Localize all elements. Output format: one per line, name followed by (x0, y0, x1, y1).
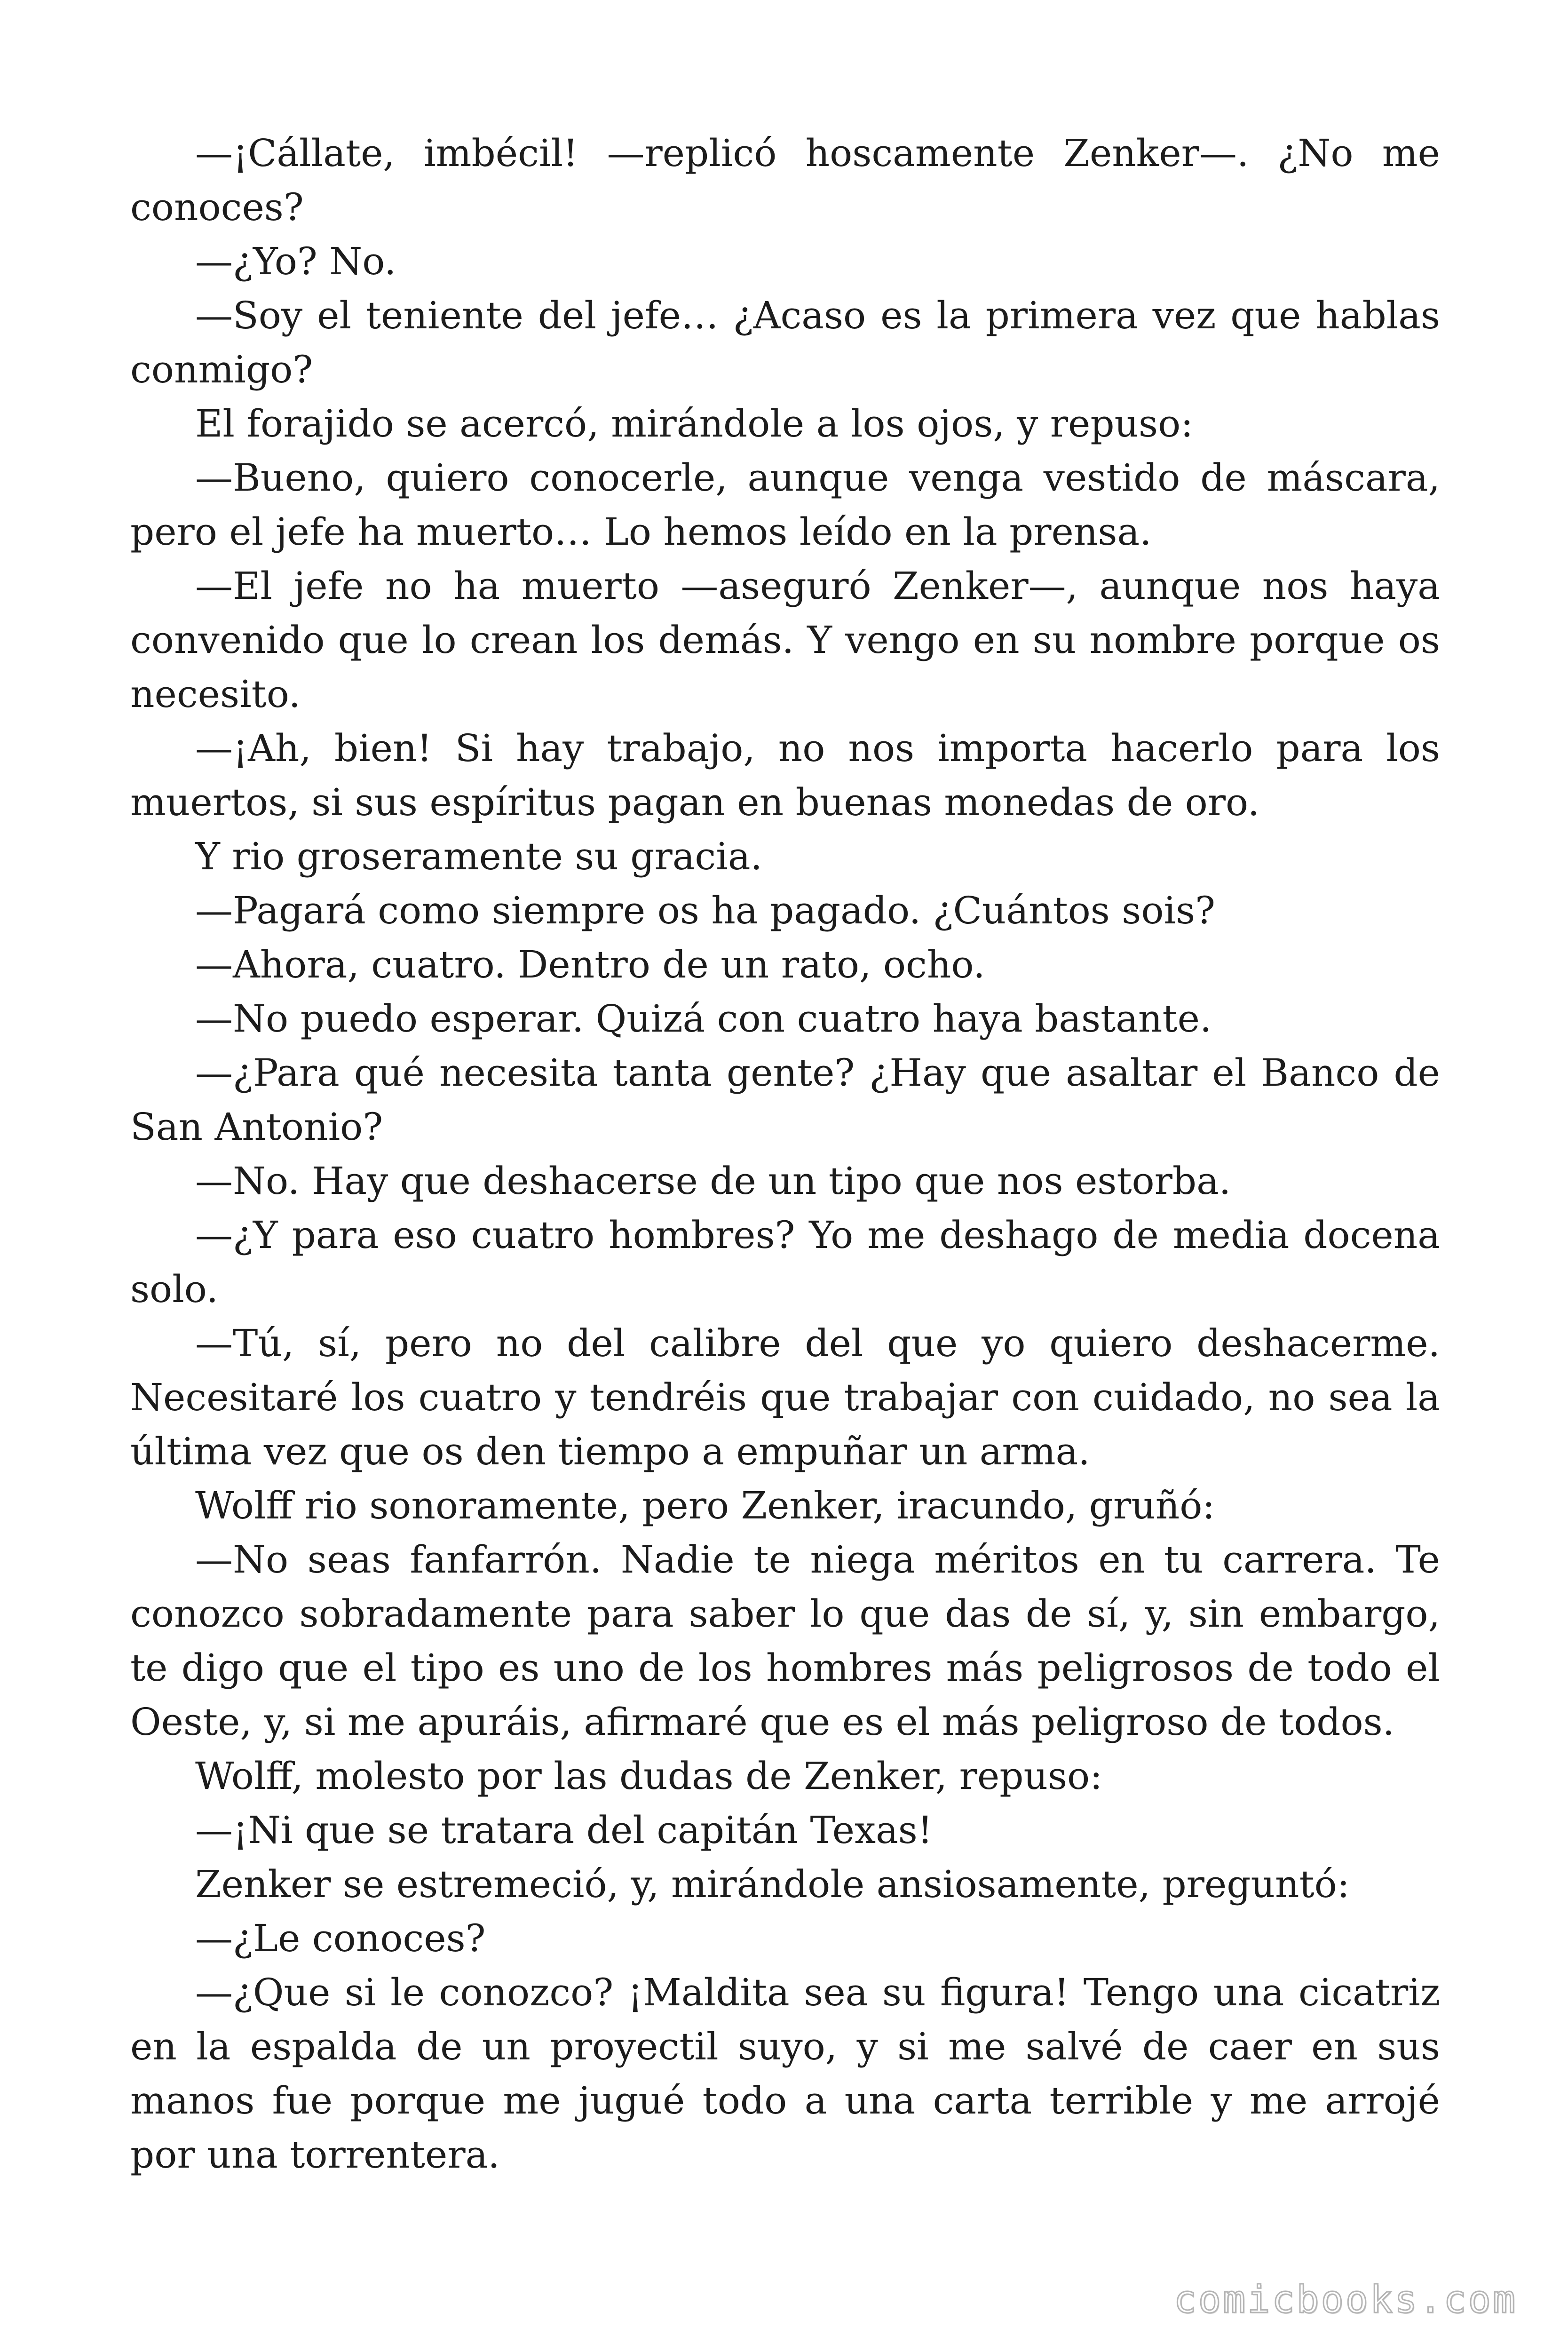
paragraph: —Ahora, cuatro. Dentro de un rato, ocho. (195, 943, 985, 986)
paragraph: —¿Que si le conozco? ¡Maldita sea su figura! Tengo una cicatriz en la espalda de un proyectil suyo, y si me salvé de caer en sus manos fue porque me jugué todo a una carta terrible y me arrojé por una torrentera. (130, 1971, 1440, 2177)
page-body-text (130, 126, 1440, 2182)
paragraph: —Tú, sí, pero no del calibre del que yo quiero deshacerme. Necesitaré los cuatro y tendréis que trabajar con cuidado, no sea la última vez que os den tiempo a empuñar un arma. (130, 1321, 1440, 1473)
paragraph: El forajido se acercó, mirándole a los ojos, y repuso: (195, 402, 1194, 445)
paragraph: —No. Hay que deshacerse de un tipo que nos estorba. (195, 1159, 1231, 1203)
paragraph: —Pagará como siempre os ha pagado. ¿Cuántos sois? (195, 889, 1216, 932)
watermark: comicbooks.com (1173, 2278, 1517, 2321)
paragraph: Zenker se estremeció, y, mirándole ansiosamente, preguntó: (195, 1862, 1350, 1906)
paragraph: —¿Yo? No. (195, 239, 396, 283)
paragraph: Wolff, molesto por las dudas de Zenker, repuso: (195, 1754, 1103, 1798)
paragraph: —Soy el teniente del jefe… ¿Acaso es la primera vez que hablas conmigo? (130, 294, 1440, 391)
paragraph: —¿Para qué necesita tanta gente? ¿Hay que asaltar el Banco de San Antonio? (130, 1051, 1440, 1149)
paragraph: —¡Ni que se tratara del capitán Texas! (195, 1808, 933, 1852)
paragraph: —¡Ah, bien! Si hay trabajo, no nos importa hacerlo para los muertos, si sus espíritus pagan en buenas monedas de oro. (130, 726, 1440, 824)
paragraph: —¡Cállate, imbécil! —replicó hoscamente Zenker—. ¿No me conoces? (130, 131, 1440, 229)
paragraph: —No seas fanfarrón. Nadie te niega méritos en tu carrera. Te conozco sobradamente para saber lo que das de sí, y, sin embargo, te digo que el tipo es uno de los hombres más peligrosos de todo el Oeste, y, si me apuráis, afirmaré que es el más peligroso de todos. (130, 1538, 1440, 1744)
paragraph: —Bueno, quiero conocerle, aunque venga vestido de máscara, pero el jefe ha muerto… Lo hemos leído en la prensa. (130, 456, 1440, 554)
paragraph: Wolff rio sonoramente, pero Zenker, iracundo, gruñó: (195, 1484, 1215, 1527)
paragraph: —No puedo esperar. Quizá con cuatro haya bastante. (195, 997, 1212, 1041)
paragraph: —¿Le conoces? (195, 1916, 486, 1960)
paragraph: Y rio groseramente su gracia. (195, 834, 762, 878)
paragraph: —¿Y para eso cuatro hombres? Yo me deshago de media docena solo. (130, 1213, 1440, 1311)
paragraph: —El jefe no ha muerto —aseguró Zenker—, aunque nos haya convenido que lo crean los demás. Y vengo en su nombre porque os necesito. (130, 564, 1440, 716)
